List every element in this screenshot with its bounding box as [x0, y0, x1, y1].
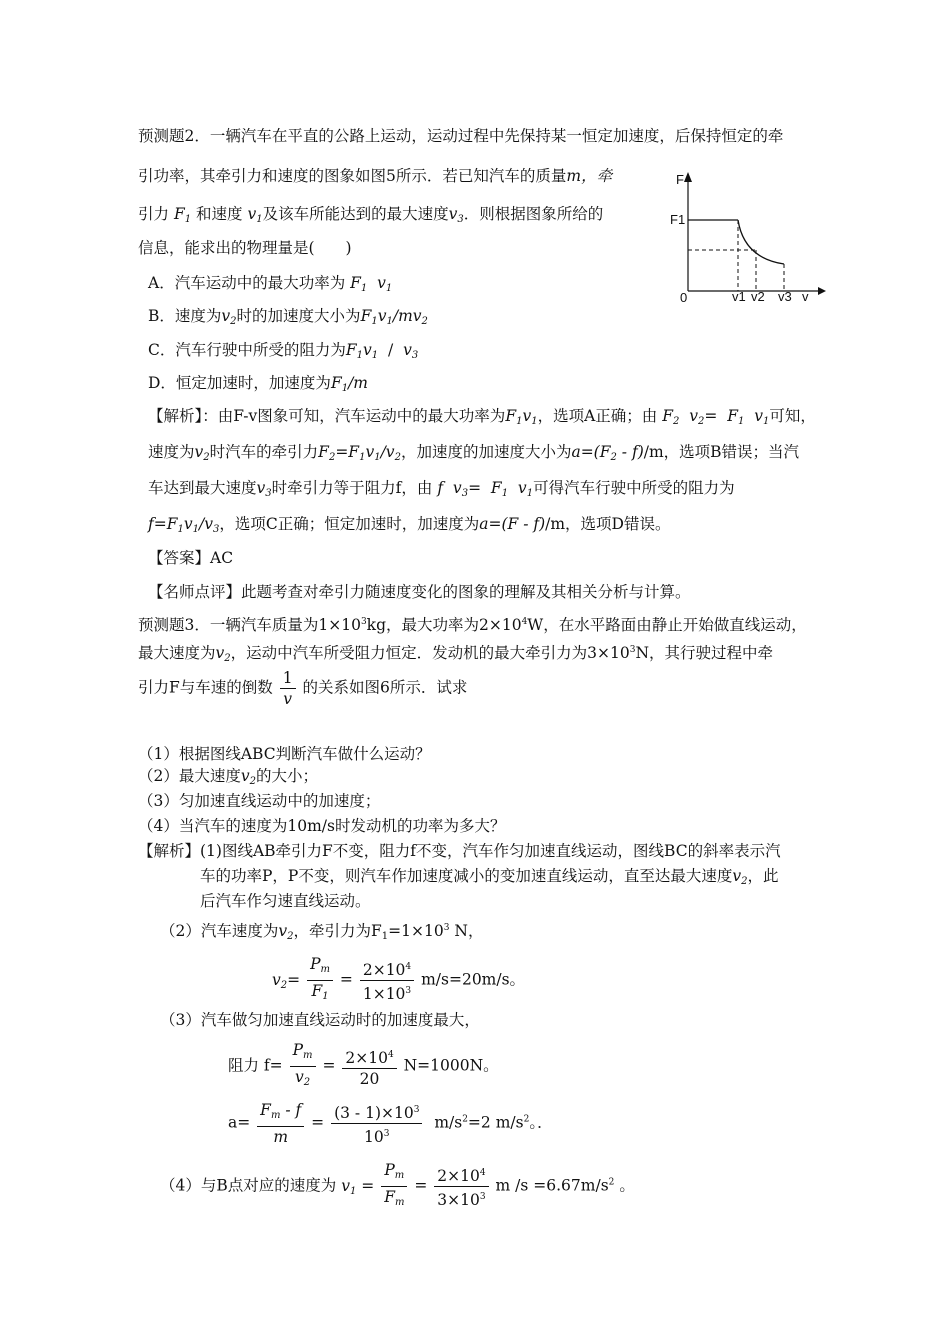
- y-axis-arrow: [684, 172, 692, 182]
- figure-5-f-v-graph: [666, 166, 826, 308]
- 2e4-over-20-fraction: $\frac{2\times 10^4}{20}$: [342, 1045, 396, 1089]
- q3-part-2-line: （2）汽车速度为$v_2$，牵引力为$F_1=1\times 10^3$ N，: [160, 922, 484, 942]
- q2-line-2: 引功率，其牵引力和速度的图象如图5所示．若已知汽车的质量m，牵: [138, 167, 613, 185]
- q3-line-3: 引力F与车速的倒数 $\frac{1}{v}$ 的关系如图6所示．试求: [138, 669, 468, 708]
- y-axis-label: F: [676, 172, 684, 187]
- x-tick-v1: v1: [732, 289, 746, 304]
- q3-part-3-resistance: 阻力 f= $\frac{P_m}{v_2}$ = $\frac{2\times 10^4}{20}$ N=1000N。: [228, 1040, 499, 1093]
- q3-part-2-equation: $v_2=$ $\frac{P_m}{F_1}$ = $\frac{2\times 10^4}{1\times 10^3}$ m/s=20m/s。: [272, 954, 525, 1007]
- x-axis-label: v: [802, 289, 809, 304]
- option-b: B．速度为$v_2$时的加速度大小为$F_1v_1/mv_2$: [148, 307, 428, 327]
- q3-sub-3: （3）匀加速直线运动中的加速度；: [138, 792, 381, 810]
- y-tick-f1: F1: [670, 212, 686, 227]
- q3-sub-1: （1）根据图线ABC判断汽车做什么运动？: [138, 745, 431, 763]
- q2-solution-line-2: 速度为$v_2$时汽车的牵引力$F_2=F_1v_1/v_2$，加速度的加速度大小为$a=(F_2 - f)/m$，选项B错误；当汽: [148, 443, 800, 463]
- q3-part-3-line: （3）汽车做匀加速直线运动时的加速度最大，: [160, 1011, 480, 1029]
- pm-over-f1-fraction: $\frac{P_m}{F_1}$: [307, 954, 333, 1007]
- pm-over-v2-fraction: $\frac{P_m}{v_2}$: [290, 1040, 316, 1093]
- 2e4-over-3e3-fraction: $\frac{2\times 10^4}{3\times 10^3}$: [434, 1163, 488, 1210]
- q3-solution-line-1: 【解析】(1)图线AB牵引力F不变，阻力f不变，汽车作匀加速直线运动，图线BC的斜率表示汽: [138, 842, 781, 860]
- option-d: D．恒定加速时，加速度为$F_1/m$: [148, 374, 368, 394]
- q2-solution-line-1: 【解析】：由F-v图象可知，汽车运动中的最大功率为$F_1v_1$，选项A正确；由 $F_2$ $v_2= F_1$ $v_1$可知，: [148, 407, 816, 427]
- q3-solution-line-3: 后汽车作匀速直线运动。: [200, 892, 371, 910]
- q3-sub-4: （4）当汽车的速度为10m/s时发动机的功率为多大？: [138, 817, 506, 835]
- q2-line-4: 信息，能求出的物理量是( ): [138, 239, 352, 257]
- option-c: C．汽车行驶中所受的阻力为$F_1v_1 / v_3$: [148, 341, 419, 361]
- reciprocal-v-fraction: $\frac{1}{v}$: [280, 668, 296, 709]
- q3-part-4-line: （4）与B点对应的速度为 $v_1$ = $\frac{P_m}{F_m}$ = $\frac{2\times 10^4}{3\times 10^3}$ m $/s =6.67m/s^2$ 。: [160, 1160, 635, 1213]
- q2-answer: 【答案】AC: [148, 549, 234, 567]
- q2-line-3: 引力 $F_1$ 和速度 $v_1$及该车所能达到的最大速度$v_3$．则根据图象所给的: [138, 205, 604, 225]
- q3-line-2: 最大速度为$v_2$，运动中汽车所受阻力恒定．发动机的最大牵引力为$3\times 10^3N$，其行驶过程中牵: [138, 644, 774, 664]
- pm-over-fm-fraction: $\frac{P_m}{F_m}$: [381, 1160, 407, 1213]
- q3-solution-line-2: 车的功率P，P不变，则汽车作加速度减小的变加速直线运动，直至达最大速度$v_2$，此: [200, 867, 779, 887]
- x-tick-v3: v3: [778, 289, 792, 304]
- q2-comment: 【名师点评】此题考查对牵引力随速度变化的图象的理解及其相关分析与计算。: [148, 583, 691, 601]
- q2-line-1: 预测题2．一辆汽车在平直的公路上运动，运动过程中先保持某一恒定加速度，后保持恒定的牵: [138, 127, 784, 145]
- 2e4-over-1e3-fraction: $\frac{2\times 10^4}{1\times 10^3}$: [360, 957, 414, 1004]
- fm-minus-f-over-m-fraction: $\frac{F_m - f}{m}$: [257, 1100, 304, 1147]
- q3-sub-2: （2）最大速度$v_2$的大小；: [138, 767, 319, 787]
- q2-solution-line-4: $f=F_1v_1/v_3$，选项C正确；恒定加速时，加速度为a=(F - f)/m，选项D错误。: [148, 515, 671, 535]
- q2-solution-line-3: 车达到最大速度$v_3$时牵引力等于阻力f，由 f $v_3= F_1$ $v_1$可得汽车行驶中所受的阻力为: [148, 479, 735, 499]
- x-axis-arrow: [818, 287, 826, 295]
- origin-label: 0: [680, 290, 688, 305]
- x-tick-v2: v2: [751, 289, 765, 304]
- q3-line-1: 预测题3．一辆汽车质量为$1\times 10^3kg$，最大功率为$2\times 10^4W$，在水平路面由静止开始做直线运动，: [138, 616, 807, 634]
- q3-part-3-acceleration: a= $\frac{F_m - f}{m}$ = $\frac{(3 - 1)\times 10^3}{10^3}$ $m/s^2=2$ $m/s^2$。．: [228, 1101, 553, 1146]
- option-a: A．汽车运动中的最大功率为 $F_1$ $v_1$: [148, 274, 393, 294]
- 3-minus-1-over-1e3-fraction: $\frac{(3 - 1)\times 10^3}{10^3}$: [331, 1100, 422, 1147]
- constant-power-curve: [738, 220, 784, 264]
